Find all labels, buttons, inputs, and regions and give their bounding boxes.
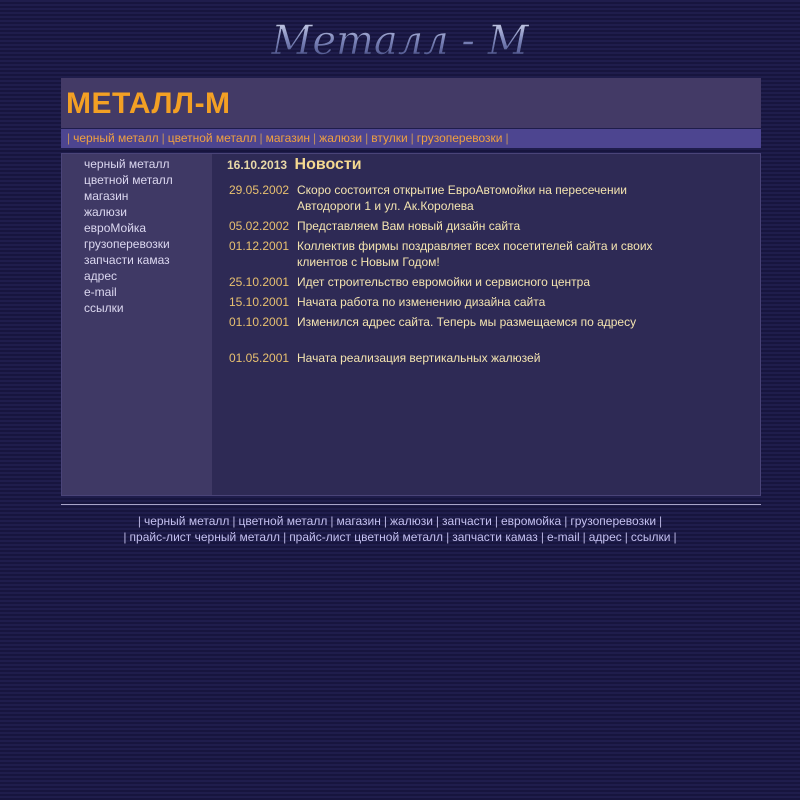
top-navigation: | черный металл | цветной металл | магазин | жалюзи | втулки | грузоперевозки | <box>61 129 761 148</box>
news-current-date: 16.10.2013 <box>227 158 288 172</box>
logo-text: Металл - М <box>271 18 529 64</box>
topnav-item-bushings[interactable]: втулки <box>371 131 408 145</box>
footer-divider <box>61 504 761 505</box>
sidebar-item-freight[interactable]: грузоперевозки <box>84 237 170 251</box>
news-item-text: Изменился адрес сайта. Теперь мы размещаемся по адресу <box>297 315 637 329</box>
news-item <box>229 350 729 366</box>
sidebar-item-eurowash[interactable]: евроМойка <box>84 221 147 235</box>
sidebar-item-address[interactable]: адрес <box>84 269 118 283</box>
news-item-date: 25.10.2001 <box>229 275 290 289</box>
news-item-text: Представляем Вам новый дизайн сайта <box>297 219 521 233</box>
news-item-date: 15.10.2001 <box>229 295 290 309</box>
footer-link-shop[interactable]: магазин <box>336 514 381 528</box>
news-item-date: 01.05.2001 <box>229 351 290 365</box>
sidebar-item-blinds[interactable]: жалюзи <box>84 205 127 219</box>
news-item <box>229 218 729 234</box>
news-header <box>227 156 362 174</box>
sidebar-item-shop[interactable]: магазин <box>84 189 129 203</box>
topnav-item-freight[interactable]: грузоперевозки <box>416 131 503 145</box>
news-item <box>229 294 729 310</box>
topnav-item-color-metal[interactable]: цветной металл <box>167 131 257 145</box>
logo <box>0 0 800 78</box>
sidebar-item-black-metal[interactable]: черный металл <box>84 157 170 171</box>
news-item-text: Начата реализация вертикальных жалюзей <box>297 351 541 365</box>
topnav-item-blinds[interactable]: жалюзи <box>319 131 363 145</box>
news-item-text: Идет строительство евромойки и сервисного центра <box>297 275 590 289</box>
news-item-text: Начата работа по изменению дизайна сайта <box>297 295 546 309</box>
main-frame <box>61 153 761 496</box>
news-item <box>229 238 729 270</box>
news-item-text: Коллектив фирмы поздравляет всех посетителей сайта и своих клиентов с Новым Годом! <box>297 239 653 269</box>
footer-link-price-color[interactable]: прайс-лист цветной металл <box>289 530 444 544</box>
news-item-date: 29.05.2002 <box>229 183 290 197</box>
news-item <box>229 182 729 214</box>
sidebar-item-kamaz-parts[interactable]: запчасти камаз <box>84 253 170 267</box>
news-item <box>229 274 729 290</box>
news-item-text: Скоро состоится открытие ЕвроАвтомойки на пересечении Автодороги 1 и ул. Ак.Королева <box>297 183 627 213</box>
footer-navigation <box>0 513 800 545</box>
sidebar-item-links[interactable]: ссылки <box>84 301 124 315</box>
news-list <box>229 182 729 370</box>
site-title: МЕТАЛЛ-М <box>66 87 231 120</box>
news-item-date: 01.10.2001 <box>229 315 290 329</box>
footer-link-freight[interactable]: грузоперевозки <box>570 514 657 528</box>
sidebar-item-color-metal[interactable]: цветной металл <box>84 173 173 187</box>
sidebar-menu <box>84 156 173 316</box>
news-title: Новости <box>294 156 362 173</box>
footer-link-color-metal[interactable]: цветной металл <box>238 514 328 528</box>
footer-link-black-metal[interactable]: черный металл <box>143 514 230 528</box>
footer-link-kamaz-parts[interactable]: запчасти камаз <box>452 530 538 544</box>
footer-link-blinds[interactable]: жалюзи <box>390 514 433 528</box>
footer-link-eurowash[interactable]: евромойка <box>500 514 562 528</box>
news-item <box>229 314 729 330</box>
sidebar-item-email[interactable]: e-mail <box>84 285 117 299</box>
footer-nav-row-1: | черный металл | цветной металл | магазин | жалюзи | запчасти | евромойка | грузоперевозки | <box>137 514 663 528</box>
topnav-item-black-metal[interactable]: черный металл <box>73 131 159 145</box>
topnav-item-shop[interactable]: магазин <box>265 131 311 145</box>
footer-link-address[interactable]: адрес <box>588 530 622 544</box>
sidebar <box>62 154 212 495</box>
footer-nav-row-2: | прайс-лист черный металл | прайс-лист цветной металл | запчасти камаз | e-mail | адрес | ссылки | <box>123 530 677 544</box>
news-item-date: 01.12.2001 <box>229 239 290 253</box>
footer-link-price-black[interactable]: прайс-лист черный металл <box>129 530 281 544</box>
site-header <box>61 78 761 128</box>
footer-link-links[interactable]: ссылки <box>630 530 671 544</box>
footer-link-email[interactable]: e-mail <box>546 530 580 544</box>
news-item-date: 05.02.2002 <box>229 219 290 233</box>
footer-link-parts[interactable]: запчасти <box>442 514 492 528</box>
logo-image <box>210 10 590 70</box>
